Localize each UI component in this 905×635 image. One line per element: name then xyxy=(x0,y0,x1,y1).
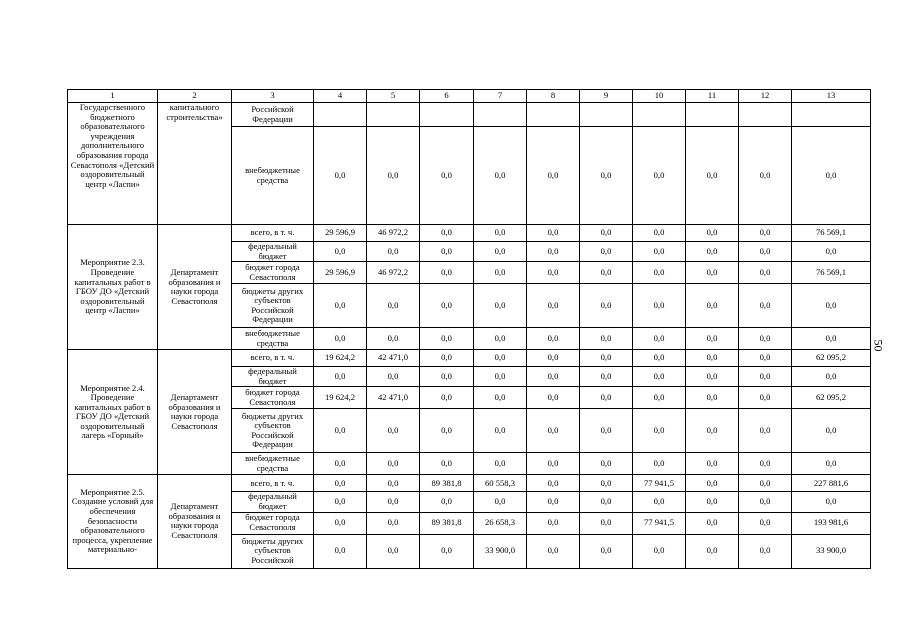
value-cell: 0,0 xyxy=(474,262,527,284)
value-cell: 0,0 xyxy=(474,127,527,225)
value-cell: 0,0 xyxy=(474,492,527,512)
value-cell: 0,0 xyxy=(367,512,420,534)
value-cell: 0,0 xyxy=(792,409,871,453)
value-cell: 0,0 xyxy=(792,242,871,262)
value-cell: 0,0 xyxy=(527,127,580,225)
value-cell: 46 972,2 xyxy=(367,225,420,242)
value-cell: 0,0 xyxy=(420,284,474,328)
value-cell: 0,0 xyxy=(739,328,792,350)
value-cell: 0,0 xyxy=(474,387,527,409)
funding-source-cell: внебюджетные средства xyxy=(232,328,314,350)
value-cell: 0,0 xyxy=(633,262,686,284)
value-cell: 0,0 xyxy=(686,367,739,387)
value-cell: 0,0 xyxy=(633,367,686,387)
value-cell: 0,0 xyxy=(420,328,474,350)
value-cell: 0,0 xyxy=(686,284,739,328)
value-cell: 60 558,3 xyxy=(474,475,527,492)
value-cell: 0,0 xyxy=(686,453,739,475)
column-header: 2 xyxy=(158,90,232,103)
funding-source-cell: всего, в т. ч. xyxy=(232,225,314,242)
value-cell: 0,0 xyxy=(580,475,633,492)
funding-source-cell: федеральный бюджет xyxy=(232,242,314,262)
table-row xyxy=(68,475,871,492)
value-cell xyxy=(686,103,739,127)
value-cell: 0,0 xyxy=(527,328,580,350)
value-cell: 0,0 xyxy=(420,492,474,512)
value-cell: 0,0 xyxy=(633,387,686,409)
table-row xyxy=(68,350,871,367)
value-cell: 0,0 xyxy=(633,409,686,453)
value-cell: 0,0 xyxy=(739,284,792,328)
value-cell: 29 596,9 xyxy=(314,225,367,242)
column-header: 11 xyxy=(686,90,739,103)
value-cell: 0,0 xyxy=(474,453,527,475)
value-cell: 0,0 xyxy=(792,284,871,328)
funding-source-cell: бюджет города Севастополя xyxy=(232,387,314,409)
column-header: 10 xyxy=(633,90,686,103)
value-cell: 0,0 xyxy=(527,475,580,492)
value-cell: 0,0 xyxy=(474,409,527,453)
value-cell: 0,0 xyxy=(580,225,633,242)
value-cell: 0,0 xyxy=(314,127,367,225)
value-cell: 0,0 xyxy=(314,492,367,512)
funding-source-cell: федеральный бюджет xyxy=(232,367,314,387)
funding-source-cell: бюджеты других субъектов Российской Федерации xyxy=(232,409,314,453)
value-cell: 0,0 xyxy=(527,409,580,453)
value-cell: 0,0 xyxy=(686,350,739,367)
column-header: 8 xyxy=(527,90,580,103)
value-cell: 42 471,0 xyxy=(367,350,420,367)
value-cell: 0,0 xyxy=(527,284,580,328)
header-row xyxy=(68,90,871,103)
value-cell: 0,0 xyxy=(420,409,474,453)
value-cell: 0,0 xyxy=(314,512,367,534)
value-cell: 0,0 xyxy=(580,127,633,225)
value-cell: 0,0 xyxy=(420,367,474,387)
value-cell: 0,0 xyxy=(314,475,367,492)
value-cell: 0,0 xyxy=(314,453,367,475)
value-cell: 0,0 xyxy=(367,242,420,262)
value-cell: 0,0 xyxy=(739,409,792,453)
value-cell: 0,0 xyxy=(420,127,474,225)
value-cell: 0,0 xyxy=(739,475,792,492)
value-cell: 42 471,0 xyxy=(367,387,420,409)
executor-cell: Департамент образования и науки города Севастополя xyxy=(158,475,232,568)
value-cell: 0,0 xyxy=(367,409,420,453)
value-cell: 0,0 xyxy=(474,350,527,367)
value-cell: 0,0 xyxy=(367,367,420,387)
value-cell: 76 569,1 xyxy=(792,225,871,242)
budget-table xyxy=(67,89,871,569)
value-cell: 0,0 xyxy=(739,492,792,512)
value-cell: 0,0 xyxy=(686,242,739,262)
value-cell: 0,0 xyxy=(633,453,686,475)
value-cell: 0,0 xyxy=(633,242,686,262)
value-cell: 29 596,9 xyxy=(314,262,367,284)
value-cell: 0,0 xyxy=(314,367,367,387)
value-cell: 89 381,8 xyxy=(420,512,474,534)
value-cell xyxy=(633,103,686,127)
value-cell: 0,0 xyxy=(686,328,739,350)
funding-source-cell: федеральный бюджет xyxy=(232,492,314,512)
value-cell: 0,0 xyxy=(739,367,792,387)
value-cell: 0,0 xyxy=(580,387,633,409)
value-cell: 0,0 xyxy=(633,534,686,568)
value-cell: 0,0 xyxy=(739,262,792,284)
value-cell: 0,0 xyxy=(314,242,367,262)
executor-cell: капитального строительства» xyxy=(158,103,232,225)
value-cell: 0,0 xyxy=(420,225,474,242)
value-cell xyxy=(527,103,580,127)
event-cell: Государственного бюджетного образовательного учреждения дополнительного образования города Севастополя «Детский оздоровительный центр «Ласпи» xyxy=(68,103,158,225)
value-cell: 0,0 xyxy=(474,367,527,387)
value-cell: 33 900,0 xyxy=(474,534,527,568)
value-cell: 0,0 xyxy=(792,328,871,350)
value-cell: 0,0 xyxy=(739,512,792,534)
column-header: 9 xyxy=(580,90,633,103)
page-number: 50 xyxy=(871,339,886,352)
value-cell: 0,0 xyxy=(580,367,633,387)
value-cell: 0,0 xyxy=(527,534,580,568)
value-cell: 0,0 xyxy=(580,350,633,367)
value-cell: 0,0 xyxy=(527,350,580,367)
funding-source-cell: всего, в т. ч. xyxy=(232,475,314,492)
value-cell: 0,0 xyxy=(314,284,367,328)
value-cell: 0,0 xyxy=(580,453,633,475)
funding-source-cell: Российской Федерации xyxy=(232,103,314,127)
value-cell: 0,0 xyxy=(686,409,739,453)
value-cell: 0,0 xyxy=(739,387,792,409)
value-cell: 0,0 xyxy=(527,262,580,284)
value-cell: 62 095,2 xyxy=(792,350,871,367)
value-cell: 0,0 xyxy=(792,127,871,225)
value-cell xyxy=(367,103,420,127)
value-cell: 0,0 xyxy=(420,262,474,284)
value-cell: 0,0 xyxy=(527,512,580,534)
column-header: 7 xyxy=(474,90,527,103)
value-cell: 76 569,1 xyxy=(792,262,871,284)
funding-source-cell: бюджет города Севастополя xyxy=(232,262,314,284)
value-cell: 33 900,0 xyxy=(792,534,871,568)
event-cell: Мероприятие 2.3. Проведение капитальных работ в ГБОУ ДО «Детский оздоровительный центр «Ласпи» xyxy=(68,225,158,350)
value-cell: 0,0 xyxy=(686,225,739,242)
value-cell: 62 095,2 xyxy=(792,387,871,409)
value-cell: 0,0 xyxy=(474,284,527,328)
value-cell: 77 941,5 xyxy=(633,512,686,534)
value-cell: 0,0 xyxy=(314,328,367,350)
value-cell: 0,0 xyxy=(739,534,792,568)
column-header: 1 xyxy=(68,90,158,103)
value-cell xyxy=(580,103,633,127)
value-cell: 46 972,2 xyxy=(367,262,420,284)
value-cell: 89 381,8 xyxy=(420,475,474,492)
value-cell: 227 881,6 xyxy=(792,475,871,492)
value-cell: 0,0 xyxy=(527,492,580,512)
value-cell: 26 658,3 xyxy=(474,512,527,534)
executor-cell: Департамент образования и науки города Севастополя xyxy=(158,350,232,475)
value-cell: 0,0 xyxy=(633,225,686,242)
value-cell xyxy=(792,103,871,127)
value-cell: 0,0 xyxy=(527,453,580,475)
value-cell: 0,0 xyxy=(420,242,474,262)
value-cell: 0,0 xyxy=(792,453,871,475)
value-cell: 0,0 xyxy=(580,512,633,534)
value-cell xyxy=(474,103,527,127)
value-cell: 0,0 xyxy=(686,492,739,512)
value-cell: 0,0 xyxy=(527,387,580,409)
value-cell: 0,0 xyxy=(633,350,686,367)
value-cell: 0,0 xyxy=(420,534,474,568)
value-cell: 0,0 xyxy=(580,328,633,350)
value-cell: 0,0 xyxy=(686,262,739,284)
column-header: 5 xyxy=(367,90,420,103)
value-cell: 0,0 xyxy=(686,127,739,225)
value-cell: 0,0 xyxy=(420,350,474,367)
value-cell: 0,0 xyxy=(686,475,739,492)
value-cell: 0,0 xyxy=(633,328,686,350)
value-cell: 0,0 xyxy=(580,262,633,284)
executor-cell: Департамент образования и науки города Севастополя xyxy=(158,225,232,350)
value-cell: 193 981,6 xyxy=(792,512,871,534)
value-cell: 0,0 xyxy=(580,409,633,453)
value-cell: 0,0 xyxy=(527,225,580,242)
value-cell: 0,0 xyxy=(580,534,633,568)
value-cell: 0,0 xyxy=(633,284,686,328)
value-cell: 0,0 xyxy=(367,453,420,475)
column-header: 4 xyxy=(314,90,367,103)
event-cell: Мероприятие 2.4. Проведение капитальных работ в ГБОУ ДО «Детский оздоровительный лагерь «Горный» xyxy=(68,350,158,475)
value-cell: 0,0 xyxy=(633,127,686,225)
value-cell: 0,0 xyxy=(474,242,527,262)
value-cell: 0,0 xyxy=(474,225,527,242)
value-cell: 0,0 xyxy=(367,492,420,512)
value-cell xyxy=(739,103,792,127)
value-cell: 19 624,2 xyxy=(314,387,367,409)
value-cell: 0,0 xyxy=(580,284,633,328)
value-cell: 0,0 xyxy=(792,367,871,387)
value-cell: 19 624,2 xyxy=(314,350,367,367)
table-row xyxy=(68,225,871,242)
value-cell: 0,0 xyxy=(739,242,792,262)
value-cell: 0,0 xyxy=(527,367,580,387)
funding-source-cell: бюджет города Севастополя xyxy=(232,512,314,534)
value-cell: 0,0 xyxy=(367,475,420,492)
column-header: 3 xyxy=(232,90,314,103)
value-cell xyxy=(314,103,367,127)
funding-source-cell: всего, в т. ч. xyxy=(232,350,314,367)
table-row xyxy=(68,103,871,127)
column-header: 6 xyxy=(420,90,474,103)
value-cell: 0,0 xyxy=(686,387,739,409)
value-cell: 0,0 xyxy=(420,453,474,475)
value-cell: 0,0 xyxy=(739,225,792,242)
value-cell: 0,0 xyxy=(739,350,792,367)
column-header: 13 xyxy=(792,90,871,103)
value-cell: 0,0 xyxy=(686,512,739,534)
value-cell: 0,0 xyxy=(527,242,580,262)
value-cell: 0,0 xyxy=(633,492,686,512)
funding-source-cell: бюджеты других субъектов Российской Федерации xyxy=(232,284,314,328)
value-cell: 0,0 xyxy=(739,127,792,225)
value-cell: 0,0 xyxy=(420,387,474,409)
funding-source-cell: внебюджетные средства xyxy=(232,453,314,475)
value-cell: 0,0 xyxy=(314,409,367,453)
value-cell: 0,0 xyxy=(686,534,739,568)
value-cell: 77 941,5 xyxy=(633,475,686,492)
value-cell: 0,0 xyxy=(367,534,420,568)
value-cell: 0,0 xyxy=(367,127,420,225)
value-cell: 0,0 xyxy=(314,534,367,568)
value-cell xyxy=(420,103,474,127)
value-cell: 0,0 xyxy=(580,242,633,262)
value-cell: 0,0 xyxy=(474,328,527,350)
value-cell: 0,0 xyxy=(792,492,871,512)
value-cell: 0,0 xyxy=(580,492,633,512)
value-cell: 0,0 xyxy=(739,453,792,475)
funding-source-cell: бюджеты других субъектов Российской xyxy=(232,534,314,568)
value-cell: 0,0 xyxy=(367,328,420,350)
value-cell: 0,0 xyxy=(367,284,420,328)
column-header: 12 xyxy=(739,90,792,103)
event-cell: Мероприятие 2.5. Создание условий для обеспечения безопасности образовательного процесса, укрепление материально- xyxy=(68,475,158,568)
funding-source-cell: внебюджетные средства xyxy=(232,127,314,225)
